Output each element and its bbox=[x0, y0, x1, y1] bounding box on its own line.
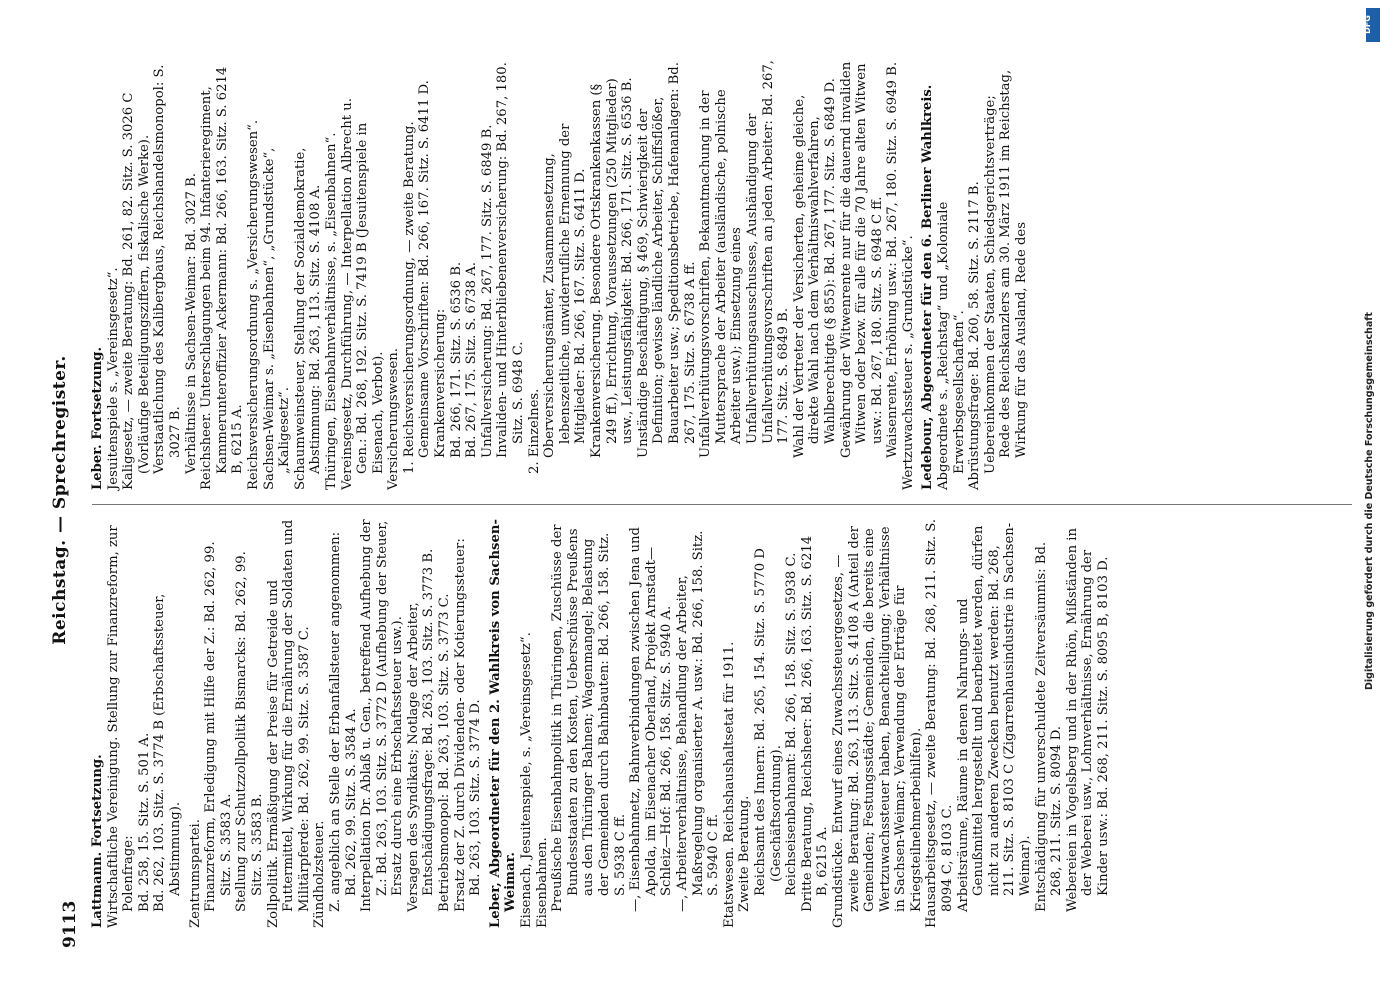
index-entry: Etatswesen. Reichshaushaltsetat für 1911. bbox=[721, 641, 737, 928]
index-entry: Invaliden- und Hinterbliebenenversicherung: Bd. 267, 180. Sitz. S. 6948 C. bbox=[495, 62, 527, 458]
index-entry: Kaligesetz, — zweite Beratung: Bd. 261, 82. Sitz. S. 3026 C (Vorläufige Beteiligungsziffern, fiskalische Werke). bbox=[121, 92, 152, 490]
index-entry: Abgeordnete s. „Reichstag“ und „Koloniale Erwerbsgesellschaften“. bbox=[936, 201, 967, 490]
right-column bbox=[90, 60, 1030, 490]
index-entry: Oberversicherungsämter, Zusammensetzung, lebenszeitliche, unwiderrufliche Ernennung der Mitglieder: Bd. 266, 167. Sitz. S. 6411 D. bbox=[542, 123, 589, 458]
index-entry: Wirtschaftliche Vereinigung. Stellung zur Finanzreform, zur Polenfrage: bbox=[105, 525, 137, 928]
index-entry: Verstaatlichung des Kalibergbaus, Reichshandelsmonopol: S. 3027 B. bbox=[152, 64, 183, 474]
index-entry: Interpellation Dr. Ablaß u. Gen., betreffend Aufhebung der Z.: Bd. 263, 103. Sitz. S. 3772 D (Aufhebung der Steuer, Ersatz durch eine Erbschaftssteuer usw.). bbox=[359, 519, 406, 912]
index-entry: Gewährung der Witwenrente nur für die dauernd invaliden Witwen oder bezw. für alle für die 70 Jahre alten Witwen usw.: Bd. 267, 180. Sitz. S. 6948 C ff. bbox=[838, 61, 885, 458]
index-entry: Betriebsmonopol: Bd. 263, 103. Sitz. S. 3773 C. bbox=[437, 593, 453, 912]
index-entry: —, Arbeiterverhältnisse, Behandlung der Arbeiter, Maßregelung organisierter A. usw.: Bd. 266, 158. Sitz. S. 5940 C ff. bbox=[674, 530, 722, 912]
speaker-heading: Ledebour, Abgeordneter für den 6. Berliner Wahlkreis. bbox=[920, 84, 936, 490]
speaker-heading: Leber, Abgeordneter für den 2. Wahlkreis von Sachsen-Weimar. bbox=[487, 519, 519, 928]
index-entry: Schaumweinsteuer, Stellung der Sozialdemokratie, Abstimmung: Bd. 263, 113. Sitz. S. 4108 A. bbox=[292, 147, 324, 490]
index-entry: Reichsheer. Unterschlagungen beim 94. Infanterieregiment, Kammerunteroffizier Ackermann: Bd. 266, 163. Sitz. S. 6214 B, 6215 A. bbox=[199, 66, 246, 490]
index-entry: Krankenversicherung: bbox=[433, 308, 449, 458]
index-entry: Versagen des Syndikats; Notlage der Arbeiter, Entschädigungsfrage: Bd. 263, 103. Sitz. S. 3773 B. bbox=[405, 548, 437, 912]
index-entry: Reichseisenbahnamt: Bd. 266, 158. Sitz. S. 5938 C. bbox=[784, 552, 800, 896]
index-entry: 2. Einzelnes. bbox=[526, 388, 542, 474]
index-entry: Webereien in Vogelsberg und in der Rhön, Mißständen in der Weberei usw., Lohnverhältnisse, Ernährung der Kinder usw.: Bd. 268, 211. Sitz. S. 8095 B, 8103 D. bbox=[1064, 527, 1111, 912]
index-entry: Preußische Eisenbahnpolitik in Thüringen, Zuschüsse der Bundesstaaten zu den Kosten, Ueberschüsse Preußens aus den Thüringer Bahnen; Wagenmangel; Belastung der Gemeinden durch Bahnbauten: Bd. 266, 158. Sitz. S. 5938 C ff. bbox=[550, 524, 628, 912]
index-entry: Stellung zur Schutzzollpolitik Bismarcks: Bd. 262, 99. Sitz. S. 3583 B. bbox=[234, 551, 265, 912]
index-entry: Reichsamt des Innern: Bd. 265, 154. Sitz. S. 5770 D (Geschäftsordnung). bbox=[752, 548, 784, 896]
index-entry: Bd. 258, 15. Sitz. S. 501 A. bbox=[136, 732, 152, 912]
speaker-heading: Lattmann. Fortsetzung. bbox=[90, 754, 105, 928]
index-entry: —, Eisenbahnnetz, Bahnverbindungen zwischen Jena und Apolda, im Eisenacher Oberland, Projekt Arnstadt—Schleiz—Hof: Bd. 266, 158. Sitz. S. 5940 A. bbox=[628, 527, 675, 912]
index-entry: Z. angeblich an Stelle der Erbanfallsteuer angenommen: Bd. 262, 99. Sitz. S. 3584 A. bbox=[327, 531, 359, 912]
index-entry: Sachsen-Weimar s. „Eisenbahnen“, „Grundstücke“, „Kaligesetz“. bbox=[261, 147, 293, 490]
index-entry: Abrüstungsfrage: Bd. 260, 58. Sitz. S. 2117 B. bbox=[967, 181, 983, 490]
index-entry: Unfallverhütungsvorschriften, Bekanntmachung in der Muttersprache der Arbeiter (ausländische, polnische Arbeiter usw.); Einsetzung eines Unfallverhütungsausschusses, Aushändigung der Unfallverhütungsvorschriften an jeden Arbeiter: Bd. 267, 177. Sitz. S. 6849 B. bbox=[698, 60, 792, 458]
index-entry: Vereinsgesetz, Durchführung, — Interpellation Albrecht u. Gen.: Bd. 268, 192. Sitz. S. 7419 B (Jesuitenspiele in Eisenach, Verbot). bbox=[339, 98, 386, 490]
index-entry: Eisenach, Jesuitenspiele, s. „Vereinsgesetz“. bbox=[519, 632, 535, 928]
index-entry: Finanzreform, Erledigung mit Hilfe der Z.: Bd. 262, 99. Sitz. S. 3583 A. bbox=[203, 541, 234, 912]
index-entry: Zollpolitik. Ermäßigung der Preise für Getreide und Futtermittel, Wirkung für die Ernährung der Soldaten und Militärpferde: Bd. 262, 99. Sitz. S. 3587 C. bbox=[265, 519, 312, 928]
index-entry: Waisenrente, Erhöhung usw.: Bd. 267, 180. Sitz. S. 6949 B. bbox=[885, 61, 901, 458]
index-entry: Unfallversicherung: Bd. 267, 177. Sitz. S. 6849 B. bbox=[479, 124, 495, 458]
speaker-heading: Leber. Fortsetzung. bbox=[90, 346, 105, 490]
index-entry: Jesuitenspiele s. „Vereinsgesetz“. bbox=[105, 267, 121, 490]
index-entry: Bd. 262, 103. Sitz. S. 3774 B (Erbschaftssteuer, Abstimmung). bbox=[152, 593, 183, 912]
index-entry: Unständige Beschäftigung, § 469, Schwierigkeit der Definition; gewisse ländliche Arbeiter, Schiffsflößer, Bauarbeiter usw.; Speditionsbetriebe, Hafenanlagen: Bd. 267, 175. Sitz. S. 6738 A ff. bbox=[635, 62, 698, 458]
index-entry: Ersatz der Z. durch Dividenden- oder Kotierungssteuer: Bd. 263, 103. Sitz. S. 3774 D. bbox=[452, 538, 484, 912]
left-column bbox=[90, 518, 1112, 928]
index-entry: Thüringen, Eisenbahnverhältnisse, s. „Eisenbahnen“. bbox=[323, 132, 339, 490]
index-entry: 1. Reichsversicherungsordnung, — zweite Beratung. bbox=[401, 121, 417, 474]
index-entry: Arbeitsräume, Räume in denen Nahrungs- und Genußmittel hergestellt und bearbeitet werden, dürfen nicht zu anderen Zwecken benutzt werden: Bd. 268, 211. Sitz. S. 8103 C (Zigarrenhausindustrie in Sachsen-Weimar). bbox=[955, 522, 1034, 912]
index-entry: Verhältnisse in Sachsen-Weimar: Bd. 3027 B. bbox=[183, 173, 199, 474]
index-entry: Eisenbahnen. bbox=[534, 837, 550, 928]
index-entry: Zündholzsteuer. bbox=[312, 820, 328, 928]
column-divider bbox=[92, 504, 1352, 505]
index-entry: Wertzuwachssteuer s. „Grundstücke“. bbox=[900, 235, 916, 490]
index-entry: Dritte Beratung, Reichsheer: Bd. 266, 163. Sitz. S. 6214 B, 6215 A. bbox=[799, 535, 831, 912]
index-entry: Bd. 266, 171. Sitz. S. 6536 B. bbox=[448, 261, 464, 458]
index-entry: Wahl der Vertreter der Versicherten, geheime gleiche, direkte Wahl nach dem Verhältniswahlverfahren, Wahlberechtigte (§ 855): Bd. 267, 177. Sitz. S. 6849 D. bbox=[791, 78, 838, 458]
index-entry: Reichsversicherungsordnung s. „Versicherungswesen“. bbox=[245, 119, 261, 490]
index-entry: Grundstücke. Entwurf eines Zuwachssteuergesetzes, — zweite Beratung: Bd. 263, 113. Sitz. S. 4108 A (Anteil der Gemeinden; Festungsstädte; Gemeinden, die bereits eine Wertzuwachssteuer haben, Benachteiligung; Verhältnisse in Sachsen-Weimar; Verwendung der Erträge für Kriegsteilnehmerbeihilfen). bbox=[830, 526, 924, 928]
index-entry: Uebereinkommen der Staaten, Schiedsgerichtsverträge; Rede des Reichskanzlers am 30. März 1911 im Reichstag, Wirkung für das Ausland, Rede des bbox=[982, 69, 1030, 474]
index-entry: Zentrumspartei. bbox=[187, 819, 203, 928]
index-entry: Versicherungswesen. bbox=[386, 348, 402, 490]
page-number: 9113 bbox=[60, 900, 80, 948]
index-entry: Entschädigung für unverschuldete Zeitversäumnis: Bd. 268, 211. Sitz. S. 8094 D. bbox=[1033, 541, 1065, 912]
index-entry: Bd. 267, 175. Sitz. S. 6738 A. bbox=[464, 262, 480, 458]
index-entry: Zweite Beratung. bbox=[737, 795, 753, 912]
index-entry: Hausarbeitsgesetz, — zweite Beratung: Bd. 268, 211. Sitz. S. 8094 C, 8103 C. bbox=[924, 519, 956, 928]
index-entry: Krankenversicherung. Besondere Ortskrankenkassen (§ 249 ff.), Errichtung, Voraussetzungen (250 Mitglieder) usw., Leistungsfähigkeit: Bd. 266, 171. Sitz. S. 6536 B. bbox=[589, 77, 636, 458]
index-entry: Gemeinsame Vorschriften: Bd. 266, 167. Sitz. S. 6411 D. bbox=[417, 80, 433, 458]
running-head: Reichstag. — Sprechregister. bbox=[50, 355, 70, 645]
dfg-logo: DFG bbox=[1366, 8, 1380, 42]
funding-note: Digitalisierung gefördert durch die Deutsche Forschungsgemeinschaft bbox=[1364, 312, 1375, 690]
